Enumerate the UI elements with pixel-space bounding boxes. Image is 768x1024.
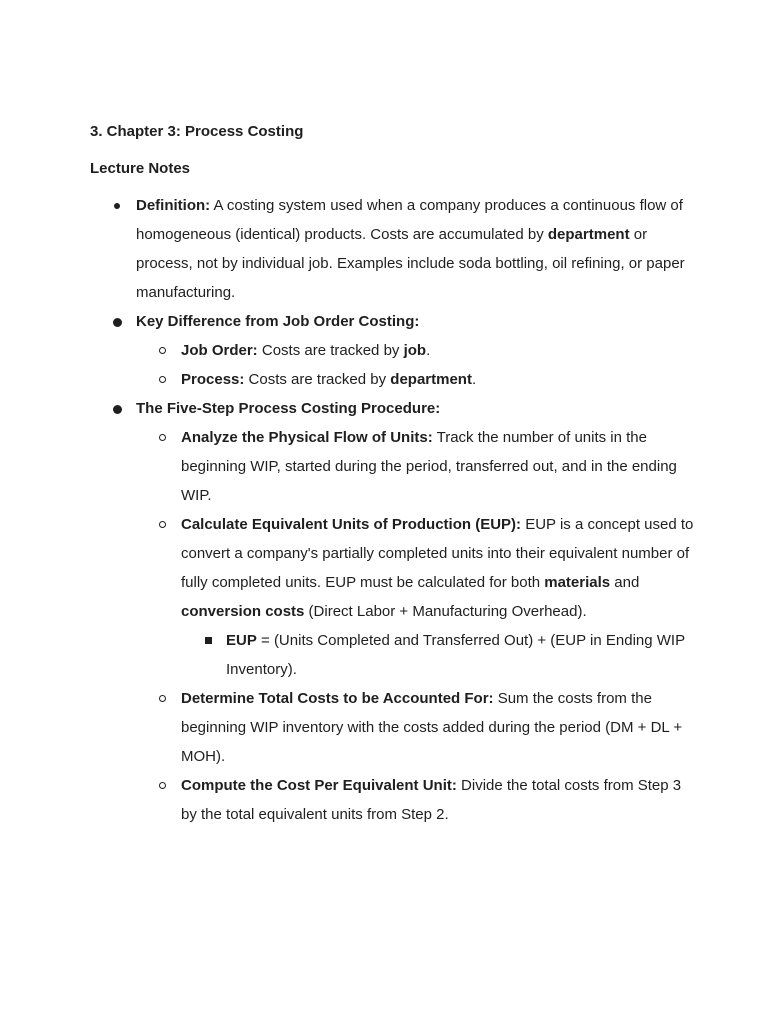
five-step-sublist	[181, 423, 696, 829]
step-item-physical-flow	[181, 423, 696, 510]
step1-text: Track the number of units in the beginning WIP, started during the period, transferred out, and in the ending WIP.	[181, 429, 677, 504]
bullet-circle-icon	[159, 347, 166, 354]
sublist-item-job-order	[181, 336, 696, 365]
bullet-circle-icon	[159, 434, 166, 441]
job-order-label: Job Order:	[181, 342, 258, 359]
step3-label: Determine Total Costs to be Accounted For:	[181, 690, 494, 707]
bullet-disc-icon	[113, 318, 122, 327]
step-item-total-costs	[181, 684, 696, 771]
step2-label: Calculate Equivalent Units of Production (EUP):	[181, 516, 522, 533]
job-order-bold: job	[403, 342, 427, 359]
step4-label: Compute the Cost Per Equivalent Unit:	[181, 777, 457, 794]
eup-formula-label: EUP	[226, 632, 257, 649]
process-text: Costs are tracked by	[244, 371, 391, 388]
step2-text-3: (Direct Labor + Manufacturing Overhead).	[304, 603, 587, 620]
key-difference-label: Key Difference from Job Order Costing:	[136, 313, 420, 330]
key-difference-sublist	[181, 336, 696, 394]
list-item-key-difference	[136, 307, 696, 394]
step2-bold-conversion: conversion costs	[181, 603, 305, 620]
process-label: Process:	[181, 371, 245, 388]
five-step-label: The Five-Step Process Costing Procedure:	[136, 400, 441, 417]
eup-formula-sublist	[226, 626, 696, 684]
section-heading: Lecture Notes	[90, 160, 191, 177]
bullet-circle-icon	[159, 521, 166, 528]
definition-bold-department: department	[547, 226, 630, 243]
step2-text-1: EUP is a concept used to convert a company's partially completed units into their equivalent number of fully completed units. EUP must be calculated for both	[181, 516, 694, 591]
step3-text: Sum the costs from the beginning WIP inventory with the costs added during the period (DM + DL + MOH).	[181, 690, 683, 765]
step4-text: Divide the total costs from Step 3 by the total equivalent units from Step 2.	[181, 777, 682, 823]
chapter-heading: 3. Chapter 3: Process Costing	[90, 123, 304, 140]
sublist-item-process	[181, 365, 696, 394]
step1-label: Analyze the Physical Flow of Units:	[181, 429, 433, 446]
list-item-five-step	[136, 394, 696, 829]
definition-text-2: or process, not by individual job. Examples include soda bottling, oil refining, or paper manufacturing.	[136, 226, 685, 301]
definition-label: Definition:	[136, 197, 211, 214]
list-item-definition	[136, 191, 696, 307]
bullet-disc-icon	[114, 203, 120, 209]
step-item-cost-per-unit	[181, 771, 696, 829]
bullet-circle-icon	[159, 376, 166, 383]
bullet-square-icon	[205, 637, 212, 644]
bullet-circle-icon	[159, 782, 166, 789]
eup-formula-item	[226, 626, 696, 684]
bullet-disc-icon	[113, 405, 122, 414]
eup-formula-text: = (Units Completed and Transferred Out) + (EUP in Ending WIP Inventory).	[226, 632, 685, 678]
step2-bold-materials: materials	[544, 574, 611, 591]
step-item-eup	[181, 510, 696, 684]
job-order-end: .	[426, 342, 431, 359]
step2-text-2: and	[610, 574, 640, 591]
process-end: .	[471, 371, 477, 388]
process-bold: department	[390, 371, 472, 388]
bullet-circle-icon	[159, 695, 166, 702]
lecture-notes-list	[136, 191, 696, 829]
job-order-text: Costs are tracked by	[257, 342, 404, 359]
definition-text-1: A costing system used when a company produces a continuous flow of homogeneous (identical) products. Costs are accumulated by	[136, 197, 683, 243]
